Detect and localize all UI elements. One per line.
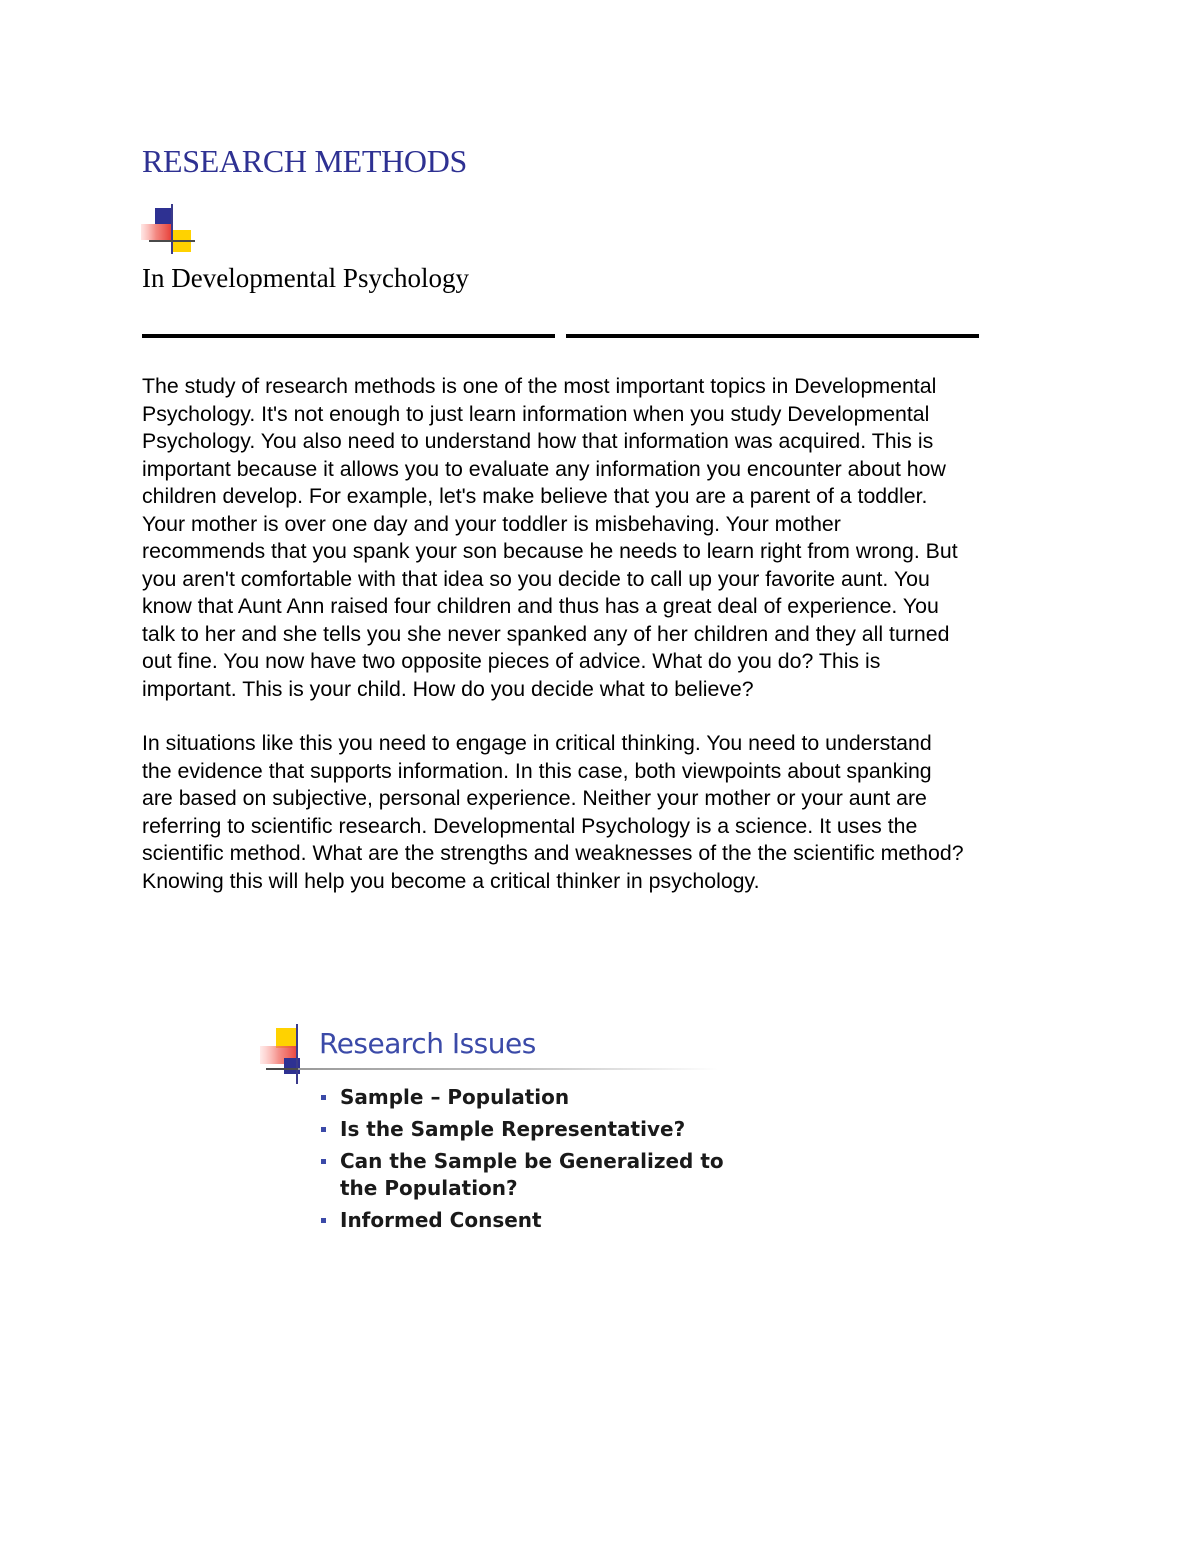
colored-squares-logo-icon bbox=[260, 1024, 322, 1084]
body-paragraph: In situations like this you need to engage in critical thinking. You need to understand the evidence that supports information. In this case, both viewpoints about spanking are based on subjective, personal experience. Neither your mother or your aunt are referring to scientific research. Developmental Psychology is a science. It uses the scientific method. What are the strengths and weaknesses of the the scientific method? Knowing this will help you become a critical thinker in psychology. bbox=[142, 731, 964, 893]
page-title: RESEARCH METHODS bbox=[142, 143, 468, 179]
slide-title: Research Issues bbox=[319, 1027, 536, 1060]
bullet-icon bbox=[321, 1218, 326, 1223]
slide-title-underline bbox=[298, 1068, 718, 1070]
body-paragraph: The study of research methods is one of the most important topics in Developmental Psychology. It's not enough to just learn information when you study Developmental Psychology. You also need to understand how that information was acquired. This is important because it allows you to evaluate any information you encounter about how children develop. For example, let's make believe that you are a parent of a toddler. Your mother is over one day and your toddler is misbehaving. Your mother recommends that you spank your son because he needs to learn right from wrong. But you aren't comfortable with that idea so you decide to call up your favorite aunt. You know that Aunt Ann raised four children and thus has a great deal of experience. You talk to her and she tells you she never spanked any of her children and they all turned out fine. You now have two opposite pieces of advice. What do you do? This is important. This is your child. How do you decide what to believe? bbox=[142, 374, 958, 701]
list-item-text: Sample – Population bbox=[340, 1085, 570, 1109]
list-item bbox=[318, 1116, 740, 1143]
bullet-icon bbox=[321, 1127, 326, 1132]
page-subtitle: In Developmental Psychology bbox=[142, 263, 469, 293]
list-item-text: Informed Consent bbox=[340, 1208, 542, 1232]
colored-squares-logo-icon bbox=[141, 204, 195, 254]
list-item bbox=[318, 1084, 740, 1111]
embedded-slide-image bbox=[258, 1022, 728, 1242]
bullet-icon bbox=[321, 1159, 326, 1164]
bullet-icon bbox=[321, 1095, 326, 1100]
horizontal-rule-left bbox=[142, 334, 555, 338]
list-item-text: Can the Sample be Generalized to the Population? bbox=[340, 1149, 724, 1200]
list-item bbox=[318, 1148, 740, 1202]
horizontal-rule-right bbox=[566, 334, 979, 338]
list-item-text: Is the Sample Representative? bbox=[340, 1117, 686, 1141]
list-item bbox=[318, 1207, 740, 1234]
slide-bullet-list bbox=[318, 1084, 740, 1239]
